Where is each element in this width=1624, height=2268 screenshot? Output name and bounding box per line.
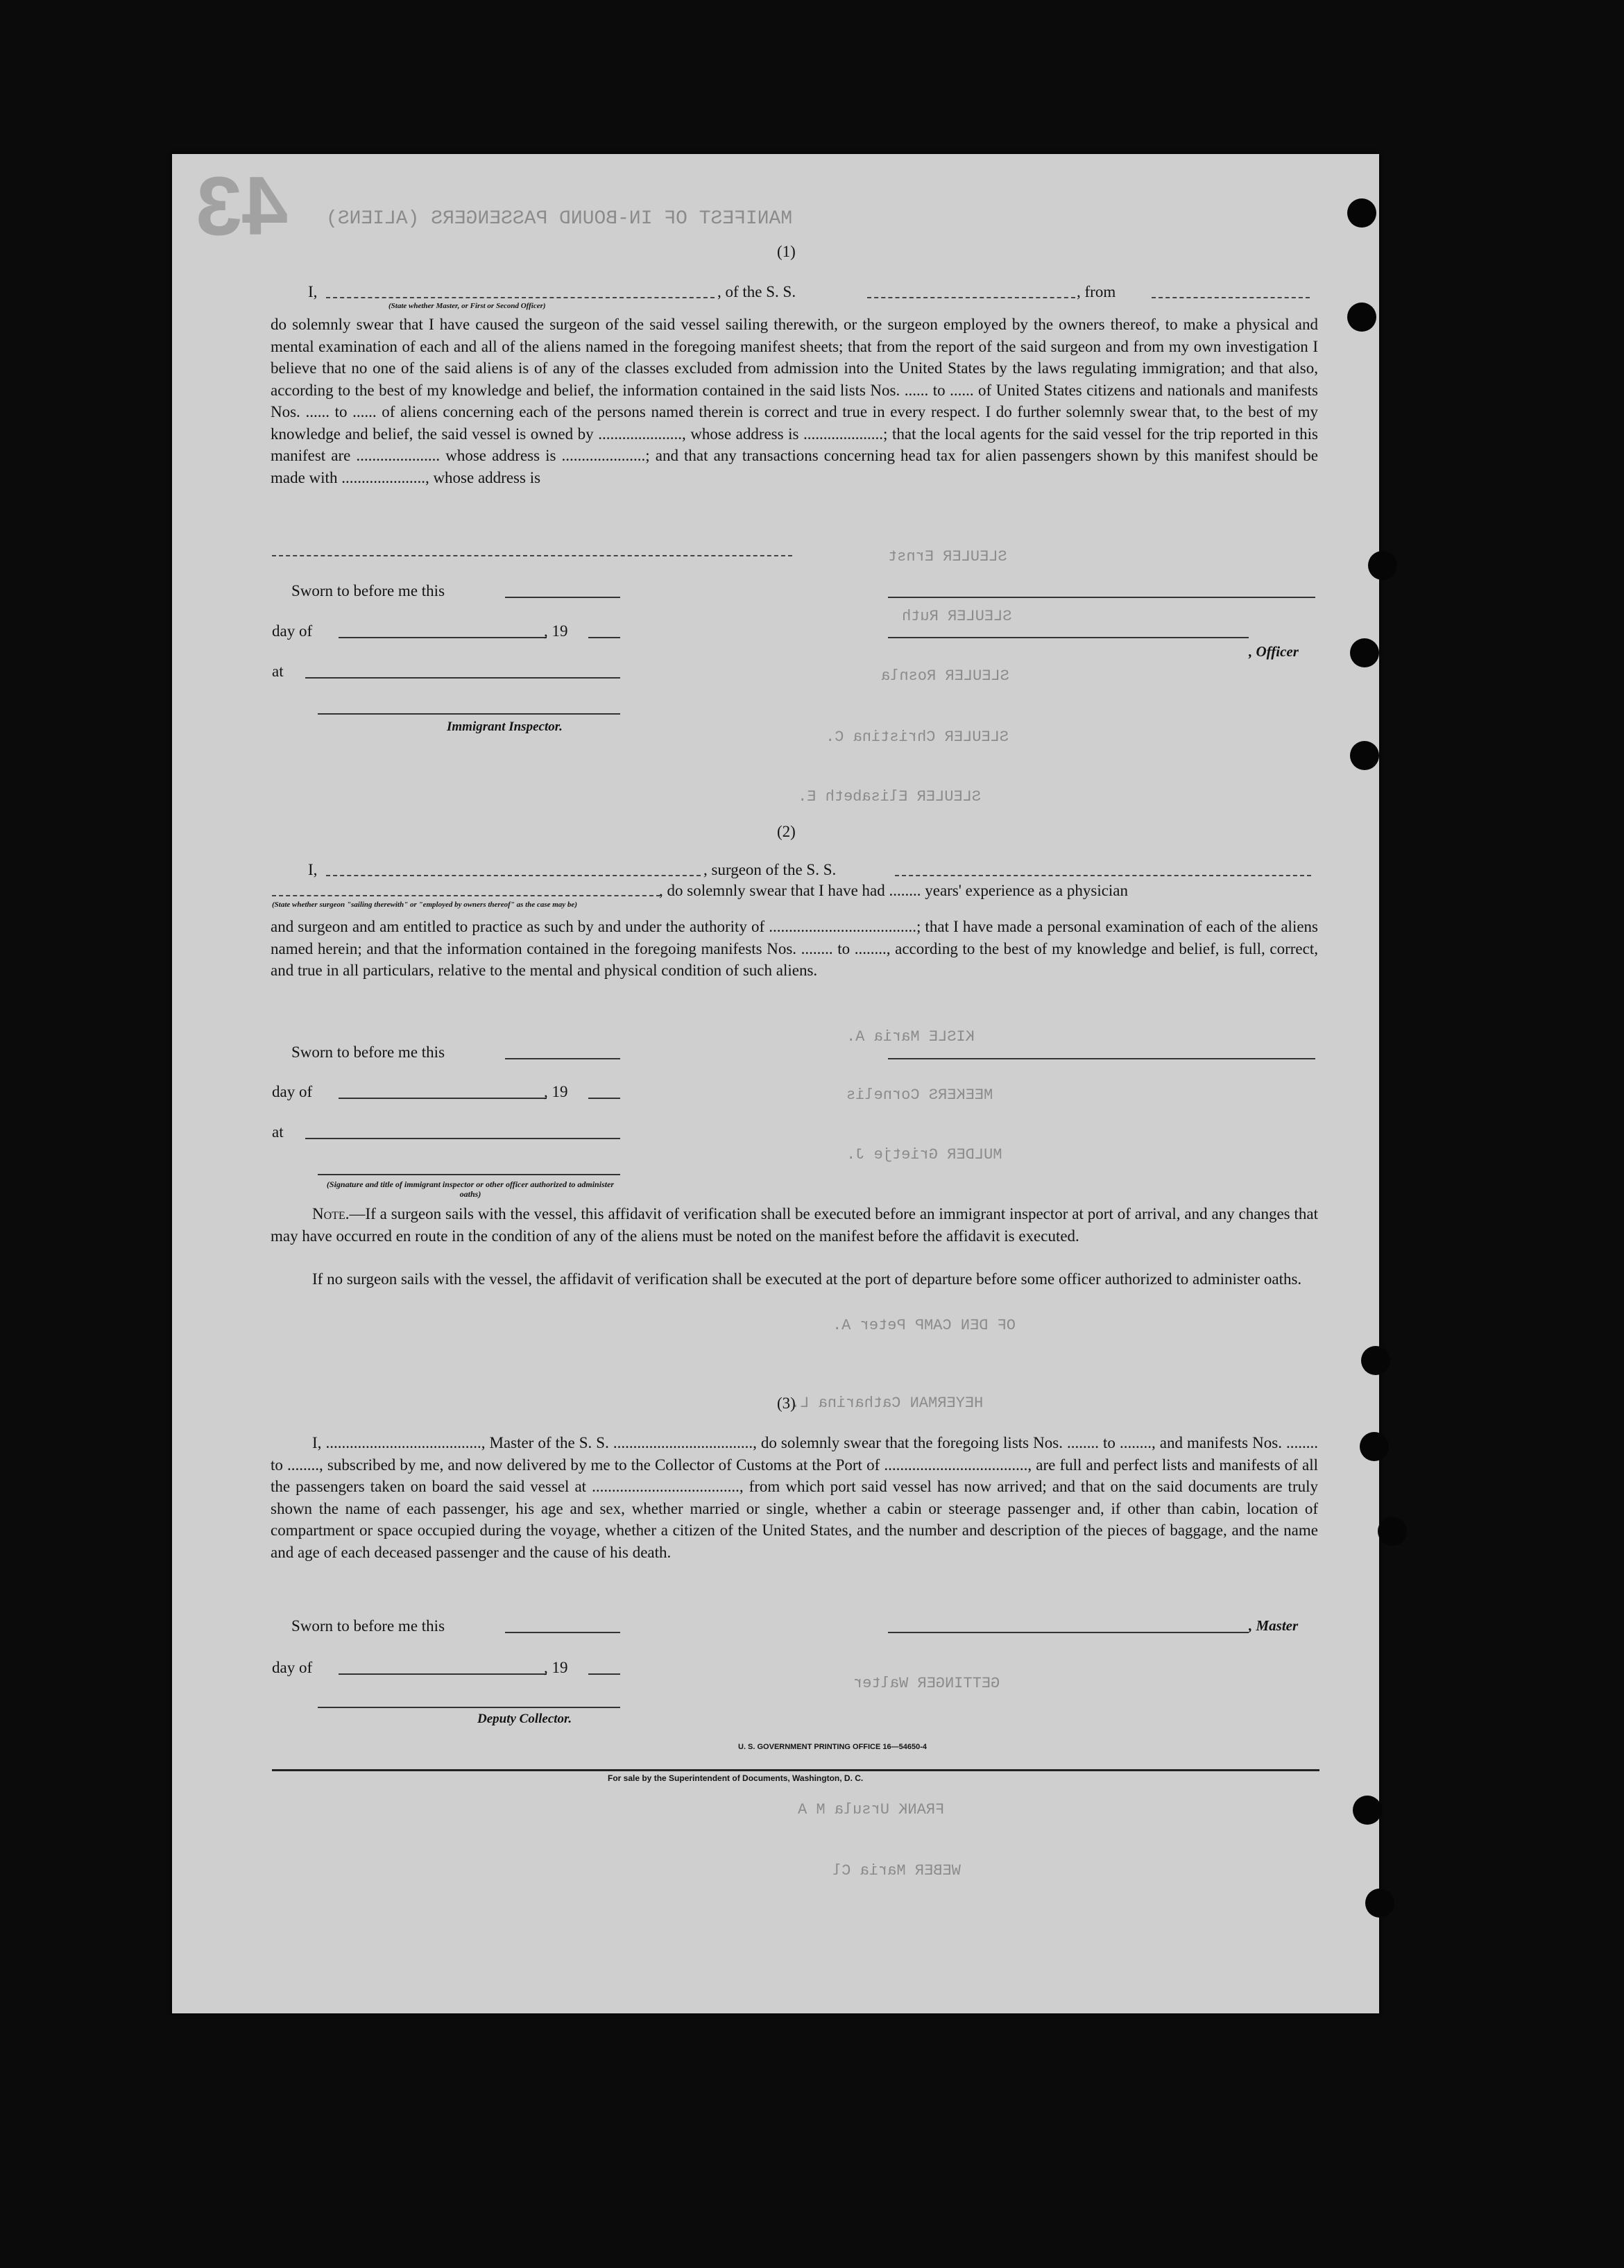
punch-hole xyxy=(1350,638,1379,667)
ghost-header: MANIFEST OF IN-BOUND PASSENGERS (ALIENS) xyxy=(326,208,793,230)
punch-hole xyxy=(1368,551,1397,580)
surgeon-caption: (State whether surgeon "sailing therewith" or "employed by owners thereof" as the case may be) xyxy=(272,901,577,909)
officer-signature-line xyxy=(888,597,1315,598)
master-signature-line xyxy=(888,1632,1249,1633)
ghost-row: SLEULER Christina C. xyxy=(826,728,1009,746)
punch-hole xyxy=(1347,198,1376,228)
from-port-line xyxy=(1152,297,1310,298)
ghost-row: SLEULER Rosnla xyxy=(881,667,1009,685)
printing-office-imprint: U. S. GOVERNMENT PRINTING OFFICE 16—54650-4 xyxy=(738,1743,928,1751)
ghost-row: MULDER Grietje J. xyxy=(846,1146,1002,1163)
ghost-row: SLEULER Ruth xyxy=(902,608,1012,625)
at-label: at xyxy=(272,663,284,680)
sworn-label: Sworn to before me this xyxy=(291,1617,445,1635)
ghost-row: WEBER Maria Cl xyxy=(832,1862,961,1879)
officer-caption: (State whether Master, or First or Second Officer) xyxy=(388,302,546,310)
ghost-row: SLEULER Ernst xyxy=(888,548,1007,565)
ghost-row: KISLE Maria A. xyxy=(846,1028,975,1046)
surgeon-status-line xyxy=(272,895,660,896)
year-line xyxy=(588,1673,620,1675)
punch-hole xyxy=(1353,1796,1382,1825)
inspector-signature-line xyxy=(318,713,620,715)
note-paragraph xyxy=(271,1203,1318,1247)
oath-officer-caption: (Signature and title of immigrant inspector or other officer authorized to administer oaths) xyxy=(326,1179,615,1199)
surgeon-label: , surgeon of the S. S. xyxy=(703,861,837,878)
day-of-label: day of xyxy=(272,622,313,640)
note-text: —If a surgeon sails with the vessel, this affidavit of verification shall be executed before an immigrant inspector at port of arrival, and any changes that may have occurred en route in the condition of any of the aliens must be noted on the manifest before the affidavit is executed. xyxy=(271,1205,1318,1245)
officer-title-line xyxy=(888,637,1249,638)
affidavit-paragraph: do solemnly swear that I have caused the surgeon of the said vessel sailing therewith, or the surgeon employed by the owners thereof, to make a physical and mental examination of each and all of the aliens named in the foregoing manifest sheets; that from the report of the said surgeon and from my own investigation I believe that no one of the said aliens is of any of the classes excluded from admission into the United States by the laws regulating immigration; and that also, according to the best of my knowledge and belief, the information contained in the said lists Nos. ...... to ...... of United States citizens and nationals and manifests Nos. ...... to ...... of aliens concerning each of the persons named therein is correct and true in every respect. I do further solemnly swear that, to the best of my knowledge and belief, the said vessel is owned by ....................., whose address is ....................; that the local agents for the said vessel for the trip reported in this manifest are ..................... whose address is .....................; and that any transactions concerning head tax for alien passengers shown by this manifest should be made with ....................., whose address is xyxy=(271,316,1318,486)
at-label: at xyxy=(272,1123,284,1141)
day-line xyxy=(339,637,547,638)
sworn-label: Sworn to before me this xyxy=(291,1043,445,1061)
ship-label: , of the S. S. xyxy=(717,283,796,300)
collector-title: Deputy Collector. xyxy=(477,1712,572,1726)
punch-hole xyxy=(1360,1432,1389,1461)
punch-hole xyxy=(1365,1888,1394,1918)
ghost-row: MEEKERS Cornelis xyxy=(846,1086,993,1104)
ghost-row: SLEULER Elisabeth E. xyxy=(798,788,982,805)
surgeon-name-line xyxy=(326,875,701,876)
ghost-row: OF DEN CAMP Peter A. xyxy=(832,1317,1016,1334)
sworn-line xyxy=(505,1632,620,1633)
section-number: (3) xyxy=(777,1395,796,1412)
officer-name-line xyxy=(326,297,715,298)
place-line xyxy=(305,677,620,679)
day-line xyxy=(339,1098,547,1099)
punch-hole xyxy=(1347,302,1376,332)
punch-hole xyxy=(1350,741,1379,770)
year-label: , 19 xyxy=(544,622,568,640)
collector-signature-line xyxy=(318,1707,620,1708)
sworn-label: Sworn to before me this xyxy=(291,582,445,599)
punch-hole xyxy=(1361,1346,1390,1375)
section-number: (2) xyxy=(777,823,796,840)
day-of-label: day of xyxy=(272,1659,313,1676)
oath-officer-signature-line xyxy=(318,1174,620,1175)
experience-label: , do solemnly swear that I have had ........ years' experience as a physician xyxy=(659,882,1129,899)
footer-rule xyxy=(272,1769,1319,1771)
ship-name-line xyxy=(895,875,1311,876)
page-number-stamp: 43 xyxy=(196,160,289,253)
note-label: Note. xyxy=(312,1205,350,1222)
surgeon-signature-line xyxy=(888,1058,1315,1059)
year-label: , 19 xyxy=(544,1659,568,1676)
affiant-label: I, xyxy=(308,861,318,878)
head-tax-line xyxy=(272,555,792,556)
ghost-row: FRANK Ursula M A xyxy=(798,1801,945,1818)
ghost-row: HEYERMAN Catharina L. xyxy=(791,1395,984,1412)
section-number: (1) xyxy=(777,243,796,260)
ghost-row: GETTINGER Walter xyxy=(853,1675,1000,1692)
punch-hole xyxy=(1378,1517,1407,1546)
from-label: , from xyxy=(1077,283,1116,300)
year-label: , 19 xyxy=(544,1083,568,1100)
officer-title: , Officer xyxy=(1249,643,1299,660)
place-line xyxy=(305,1138,620,1139)
master-paragraph: I, ......................................., Master of the S. S. ..................................., do solemnly swear that the foregoing lists Nos. ........ to ........, and manifests Nos. ........ to ........, subscribed by me, and now delivered by me to the Collector of Customs at the Port of ...................................., are full and perfect lists and manifests of all the passengers taken on board the said vessel at ....................................., from which port said vessel has now arrived; and that on the said documents are truly shown the name of each passenger, his age and sex, whether married or single, whether a cabin or steerage passenger and, if other than cabin, location of compartment or space occupied during the voyage, whether a citizen of the United States, and the number and description of the pieces of baggage, and the name and age of each deceased passenger and the cause of his death. xyxy=(271,1434,1318,1561)
year-line xyxy=(588,1098,620,1099)
sworn-line xyxy=(505,1058,620,1059)
affiant-label: I, xyxy=(308,283,318,300)
note-paragraph-2: If no surgeon sails with the vessel, the affidavit of verification shall be executed at the port of departure before some officer authorized to administer oaths. xyxy=(312,1270,1302,1288)
day-line xyxy=(339,1673,547,1675)
year-line xyxy=(588,637,620,638)
inspector-title: Immigrant Inspector. xyxy=(447,719,563,734)
sworn-line xyxy=(505,597,620,598)
day-of-label: day of xyxy=(272,1083,313,1100)
surgeon-paragraph: and surgeon and am entitled to practice as such by and under the authority of .....................................; that I have made a personal examination of each of the aliens named herein; and that the information contained in the foregoing manifests Nos. ........ to ........, according to the best of my knowledge and belief, is full, correct, and true in all particulars, relative to the mental and physical condition of such aliens. xyxy=(271,918,1318,979)
ship-name-line xyxy=(867,297,1075,298)
master-title: , Master xyxy=(1249,1617,1299,1634)
sale-notice: For sale by the Superintendent of Documents, Washington, D. C. xyxy=(608,1773,864,1783)
